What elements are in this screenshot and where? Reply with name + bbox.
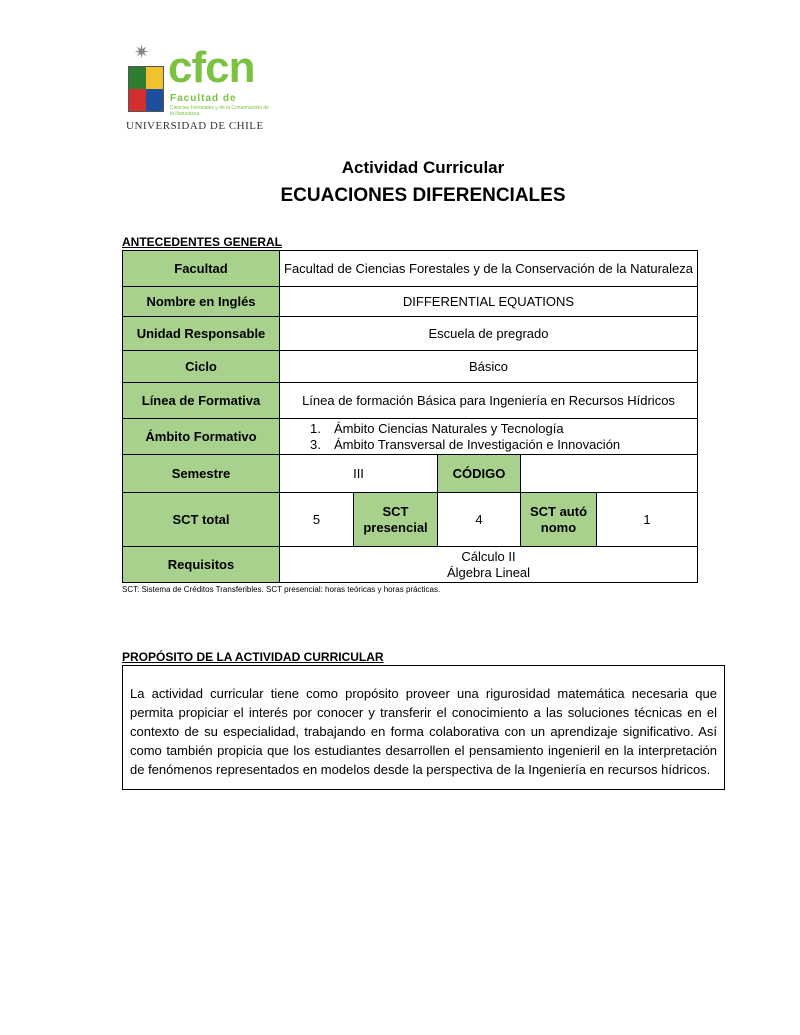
- logo-university: UNIVERSIDAD DE CHILE: [126, 120, 264, 132]
- ambito-item: 1. Ámbito Ciencias Naturales y Tecnología: [310, 420, 564, 436]
- footnote: SCT: Sistema de Créditos Transferibles. SCT presencial: horas teóricas y horas prácticas.: [122, 585, 441, 594]
- facultad-label: Facultad: [122, 250, 280, 287]
- logo-subtitle: Ciencias Forestales y de la Conservación de la Naturaleza: [170, 105, 269, 117]
- linea-label: Línea de Formativa: [122, 382, 280, 419]
- star-icon: ✷: [134, 42, 150, 62]
- unidad-label: Unidad Responsable: [122, 316, 280, 351]
- requisitos-value: [279, 546, 698, 583]
- semestre-value: III: [279, 454, 438, 493]
- linea-value: Línea de formación Básica para Ingeniería en Recursos Hídricos: [279, 382, 698, 419]
- ambito-item: 3. Ámbito Transversal de Investigación e Innovación: [310, 436, 621, 452]
- logo-brand: cfcn: [168, 43, 255, 92]
- document-label: Actividad Curricular: [341, 158, 505, 177]
- requisitos-label: Requisitos: [122, 546, 280, 583]
- proposito-heading: PROPÓSITO DE LA ACTIVIDAD CURRICULAR: [122, 650, 384, 664]
- antecedentes-heading: ANTECEDENTES GENERAL: [122, 235, 283, 249]
- proposito-text: La actividad curricular tiene como propósito proveer una rigurosidad matemática necesaria que permita propiciar el interés por conocer y transferir el conocimiento a las soluciones técnicas en el contexto de su especialidad, trabajando en forma colaborativa con un aprendizaje significativo. Así como también propicia que los estudiantes desarrollen el pensamiento ingenieril en la interpretación de fenómenos representados en modelos desde la perspectiva de la Ingeniería en recursos hídricos.: [122, 665, 725, 790]
- sct-autonomo-label: SCT autónomo: [520, 492, 597, 547]
- unidad-value: Escuela de pregrado: [279, 316, 698, 351]
- ingles-label: Nombre en Inglés: [122, 286, 280, 317]
- sct-total-label: SCT total: [122, 492, 280, 547]
- ambito-label: Ámbito Formativo: [122, 418, 280, 455]
- sct-presencial-label: SCT presencial: [353, 492, 438, 547]
- ciclo-value: Básico: [279, 350, 698, 383]
- requisito-item: Álgebra Lineal: [446, 564, 531, 580]
- document-title: ECUACIONES DIFERENCIALES: [280, 185, 566, 206]
- logo-faculty: Facultad de: [170, 93, 237, 104]
- ambito-value: [279, 418, 698, 455]
- ingles-value: DIFFERENTIAL EQUATIONS: [279, 286, 698, 317]
- facultad-value: Facultad de Ciencias Forestales y de la Conservación de la Naturaleza: [279, 250, 698, 287]
- ciclo-label: Ciclo: [122, 350, 280, 383]
- sct-presencial-value: 4: [437, 492, 521, 547]
- codigo-label: CÓDIGO: [437, 454, 521, 493]
- sct-total-value: 5: [279, 492, 354, 547]
- crest-icon: [128, 66, 164, 112]
- codigo-value: [520, 454, 698, 493]
- university-logo: [126, 42, 276, 134]
- semestre-label: Semestre: [122, 454, 280, 493]
- sct-autonomo-value: 1: [596, 492, 698, 547]
- requisito-item: Cálculo II: [461, 548, 516, 564]
